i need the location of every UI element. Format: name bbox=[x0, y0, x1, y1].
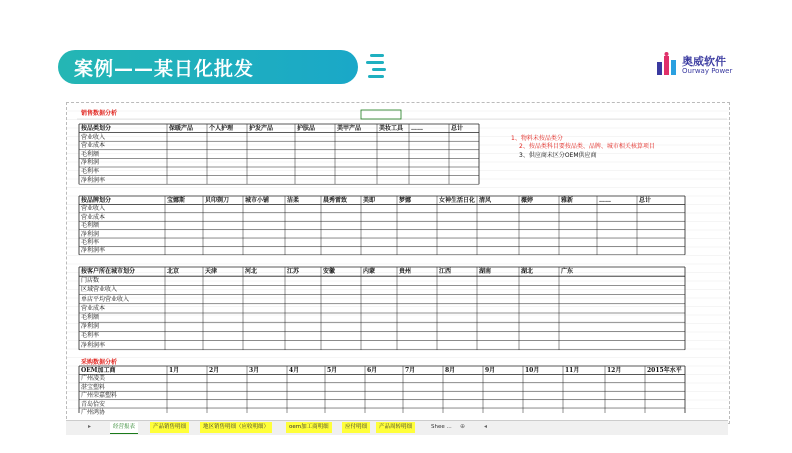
row-label: 区域营业收入 bbox=[81, 286, 118, 294]
tab-sheet-0[interactable]: 经营报表 bbox=[110, 422, 138, 434]
scroll-left-icon[interactable]: ◂ bbox=[484, 423, 488, 430]
note-text: 2、按品类科目要按品类、品牌、城市相关核算项目 bbox=[519, 143, 655, 150]
column-header: 护发产品 bbox=[249, 125, 274, 132]
decorative-lines-icon bbox=[366, 52, 388, 82]
column-header: 湖北 bbox=[521, 268, 534, 275]
column-header: 10月 bbox=[525, 367, 540, 374]
column-header: 6月 bbox=[367, 367, 378, 374]
column-header: 7月 bbox=[405, 367, 416, 374]
row-label: 湛宝塑料 bbox=[81, 383, 106, 391]
column-header: 广东 bbox=[561, 268, 574, 275]
column-header: 按品类划分 bbox=[81, 125, 112, 132]
row-label: 净利润率 bbox=[81, 176, 106, 184]
title-banner bbox=[58, 50, 358, 84]
column-header: 保暖产品 bbox=[169, 125, 194, 132]
note-text: 3、供应商未区分OEM供应商 bbox=[519, 152, 597, 159]
row-label: 广州荣嘉塑料 bbox=[81, 392, 118, 400]
column-header: …… bbox=[411, 125, 423, 132]
column-header: 江西 bbox=[439, 268, 452, 275]
column-header: 护肤品 bbox=[297, 125, 316, 132]
column-header: 梦娜 bbox=[399, 197, 412, 204]
column-header: 安徽 bbox=[323, 268, 336, 275]
row-label: 净利润率 bbox=[81, 341, 106, 349]
column-header: 洁柔 bbox=[287, 197, 300, 204]
column-header: 清风 bbox=[479, 197, 492, 204]
row-label: 广州凌美 bbox=[81, 375, 106, 383]
row-label: 毛利率 bbox=[81, 332, 100, 340]
column-header: 1月 bbox=[169, 367, 180, 374]
tab-sheet-3[interactable]: oem加工商明细 bbox=[286, 422, 332, 433]
row-label: 营业成本 bbox=[81, 304, 106, 312]
active-cell[interactable] bbox=[361, 110, 401, 119]
tab-sheet-5[interactable]: 产品周转明细 bbox=[376, 422, 415, 433]
row-label: 净利润 bbox=[81, 159, 100, 167]
tab-sheet-2[interactable]: 地区销售明细（应收明细） bbox=[200, 422, 272, 433]
row-label: 净利润 bbox=[81, 230, 100, 238]
section-title: 采购数据分析 bbox=[81, 359, 118, 366]
tab-sheet-6[interactable]: Shee ... bbox=[431, 424, 452, 430]
row-label: 毛利额 bbox=[81, 150, 100, 158]
column-header: 9月 bbox=[485, 367, 496, 374]
column-header: 4月 bbox=[289, 367, 300, 374]
column-header: 总计 bbox=[639, 197, 652, 204]
column-header: 贝印剃刀 bbox=[205, 197, 230, 204]
row-label: 毛利额 bbox=[81, 222, 100, 230]
row-label: 广州鸿协 bbox=[81, 409, 106, 416]
spreadsheet-area[interactable] bbox=[66, 102, 730, 424]
column-header: 美妆工具 bbox=[379, 125, 404, 132]
row-label: 营业收入 bbox=[81, 133, 106, 141]
row-label: 青岛恰安 bbox=[81, 400, 106, 408]
section-title: 销售数据分析 bbox=[81, 110, 118, 117]
logo-name: 奥威软件 bbox=[682, 55, 726, 68]
row-label: 净利润率 bbox=[81, 247, 106, 255]
column-header: …… bbox=[599, 197, 611, 204]
column-header: 女神生活日化 bbox=[439, 197, 476, 204]
row-label: 毛利率 bbox=[81, 239, 100, 246]
column-header: 总计 bbox=[451, 125, 464, 132]
column-header: 3月 bbox=[249, 367, 260, 374]
column-header: OEM加工商 bbox=[81, 367, 116, 374]
column-header: 薇婷 bbox=[521, 197, 534, 204]
column-header: 12月 bbox=[607, 367, 622, 374]
column-header: 北京 bbox=[167, 268, 180, 275]
column-header: 美甲产品 bbox=[337, 125, 362, 132]
row-label: 单店平均营业收入 bbox=[81, 295, 130, 303]
ourway-logo bbox=[656, 52, 766, 78]
row-label: 营业成本 bbox=[81, 213, 106, 221]
tab-sheet-4[interactable]: 应付明细 bbox=[342, 422, 370, 433]
row-label: 营业成本 bbox=[81, 142, 106, 150]
column-header: 2015年水平 bbox=[647, 367, 682, 374]
slide-title: 案例——某日化批发 bbox=[74, 58, 255, 80]
row-label: 营业收入 bbox=[81, 205, 106, 213]
row-label: 净利润 bbox=[81, 323, 100, 331]
ourway-logo-icon bbox=[656, 52, 678, 76]
row-label: 毛利额 bbox=[81, 314, 100, 321]
column-header: 河北 bbox=[245, 268, 258, 275]
note-text: 1、物料未按品类分 bbox=[511, 135, 563, 142]
column-header: 8月 bbox=[445, 367, 456, 374]
column-header: 内蒙 bbox=[363, 268, 376, 275]
column-header: 11月 bbox=[565, 367, 580, 374]
column-header: 按客户所在城市划分 bbox=[81, 268, 136, 275]
column-header: 按品牌划分 bbox=[81, 197, 112, 204]
row-label: 毛利率 bbox=[81, 168, 100, 175]
column-header: 5月 bbox=[327, 367, 338, 374]
tab-sheet-1[interactable]: 产品销售明细 bbox=[150, 422, 189, 433]
column-header: 城市小铺 bbox=[245, 197, 270, 204]
column-header: 2月 bbox=[209, 367, 220, 374]
column-header: 晨秀雷致 bbox=[323, 197, 348, 204]
row-label: 门店数 bbox=[81, 277, 100, 285]
column-header: 天津 bbox=[205, 268, 218, 275]
column-header: 湖南 bbox=[479, 268, 492, 275]
tab-nav-right-icon[interactable]: ▸ bbox=[88, 423, 92, 430]
column-header: 宝娜斯 bbox=[167, 197, 186, 204]
column-header: 雅新 bbox=[561, 197, 574, 204]
column-header: 江苏 bbox=[287, 268, 300, 275]
column-header: 贵州 bbox=[399, 268, 412, 275]
logo-subtitle: Ourway Power bbox=[682, 67, 733, 75]
sheet-tab-bar bbox=[66, 420, 728, 435]
add-sheet-icon[interactable]: ⊕ bbox=[460, 423, 466, 430]
column-header: 个人护理 bbox=[209, 125, 234, 132]
column-header: 美即 bbox=[363, 197, 376, 204]
